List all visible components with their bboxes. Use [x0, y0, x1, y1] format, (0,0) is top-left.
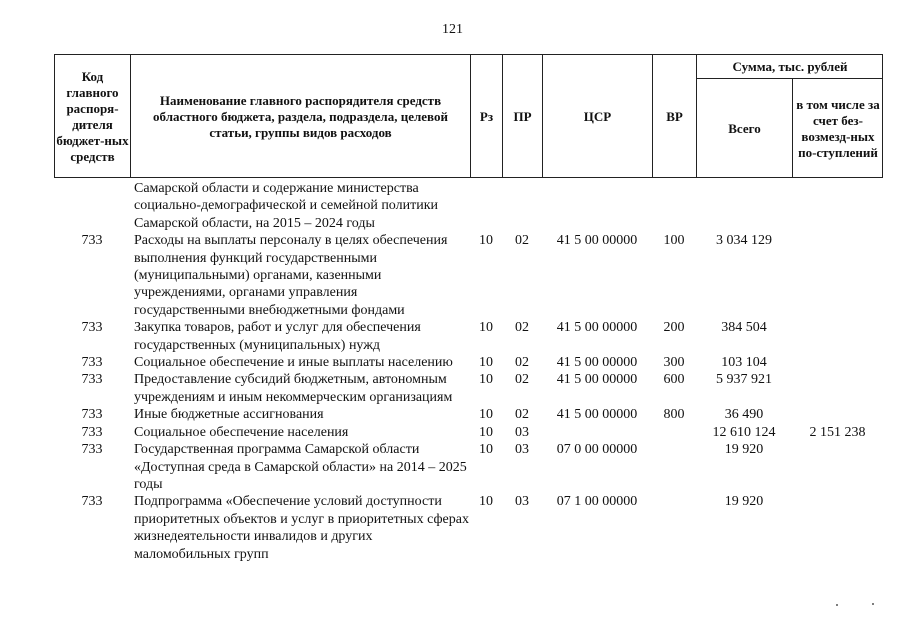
row-code: 733 — [81, 320, 103, 336]
row-rz: 10 — [479, 372, 493, 388]
table-row — [54, 424, 883, 441]
row-vr: 300 — [663, 355, 685, 371]
row-csr: 41 5 00 00000 — [556, 320, 638, 336]
row-pr: 02 — [515, 233, 529, 249]
row-pr: 02 — [515, 320, 529, 336]
row-pr: 03 — [515, 442, 529, 458]
row-total: 3 034 129 — [716, 233, 772, 249]
row-vr: 100 — [663, 233, 685, 249]
table-row — [54, 354, 883, 371]
header-rz: Рз — [470, 54, 502, 178]
row-name: Государственная программа Самарской области «Доступная среда в Самарской области» на 2014 – 2025 годы — [134, 442, 467, 492]
row-code: 733 — [81, 424, 103, 440]
row-pr: 03 — [515, 494, 529, 510]
row-csr: 41 5 00 00000 — [556, 407, 638, 423]
row-total: 19 920 — [724, 494, 764, 510]
row-vr: 800 — [663, 407, 685, 423]
row-total: 36 490 — [724, 407, 764, 423]
scan-speck — [872, 603, 874, 605]
row-csr: 07 0 00 00000 — [556, 442, 638, 458]
row-name: Предоставление субсидий бюджетным, автономным учреждениям и иным некоммерческим организациям — [134, 372, 453, 405]
row-rz: 10 — [479, 407, 493, 423]
row-name: Расходы на выплаты персоналу в целях обеспечения выполнения функций государственными (муниципальными) органами, казенными учреждениями, органами управления государственными внебюджетными фондами — [134, 233, 448, 318]
row-name: Закупка товаров, работ и услуг для обеспечения государственных (муниципальных) нужд — [134, 320, 421, 353]
row-total: 12 610 124 — [712, 424, 776, 440]
row-rz: 10 — [479, 320, 493, 336]
table-row — [54, 232, 883, 319]
row-rz: 10 — [479, 355, 493, 371]
table-row — [54, 493, 883, 563]
row-code: 733 — [81, 442, 103, 458]
row-name: Иные бюджетные ассигнования — [134, 407, 324, 423]
header-csr: ЦСР — [542, 54, 652, 178]
table-row — [54, 441, 883, 493]
row-csr: 07 1 00 00000 — [556, 494, 638, 510]
table-row — [54, 371, 883, 406]
header-gratuitous: в том числе за счет без-возмезд-ных по-ступлений — [792, 78, 883, 178]
row-rz: 10 — [479, 494, 493, 510]
row-vr: 200 — [663, 320, 685, 336]
row-name: Социальное обеспечение населения — [134, 424, 349, 440]
row-csr: 41 5 00 00000 — [556, 233, 638, 249]
row-pr: 02 — [515, 355, 529, 371]
row-code: 733 — [81, 355, 103, 371]
row-pr: 03 — [515, 424, 529, 440]
row-total: 19 920 — [724, 442, 764, 458]
table-body — [54, 180, 883, 563]
row-pr: 02 — [515, 372, 529, 388]
row-gratuitous: 2 151 238 — [809, 424, 866, 440]
header-total: Всего — [696, 78, 792, 178]
table-row — [54, 180, 883, 232]
table-row — [54, 406, 883, 423]
table-header — [54, 54, 883, 178]
row-name: Самарской области и содержание министерства социально-демографической и семейной политики Самарской области, на 2015 – 2024 годы — [134, 181, 439, 231]
row-csr: 41 5 00 00000 — [556, 355, 638, 371]
row-total: 103 104 — [721, 355, 767, 371]
row-name: Социальное обеспечение и иные выплаты населению — [134, 355, 453, 371]
row-rz: 10 — [479, 442, 493, 458]
row-total: 384 504 — [721, 320, 767, 336]
header-name: Наименование главного распорядителя средств областного бюджета, раздела, подраздела, целевой статьи, группы видов расходов — [130, 54, 470, 178]
row-vr: 600 — [663, 372, 685, 388]
row-code: 733 — [81, 494, 103, 510]
row-code: 733 — [81, 233, 103, 249]
row-csr: 41 5 00 00000 — [556, 372, 638, 388]
row-name: Подпрограмма «Обеспечение условий доступности приоритетных объектов и услуг в приоритетных сферах жизнедеятельности инвалидов и других маломобильных групп — [134, 494, 469, 562]
header-vr: ВР — [652, 54, 696, 178]
row-code: 733 — [81, 407, 103, 423]
table-row — [54, 319, 883, 354]
scan-speck — [836, 604, 838, 606]
row-total: 5 937 921 — [716, 372, 772, 388]
row-rz: 10 — [479, 424, 493, 440]
header-pr: ПР — [502, 54, 542, 178]
page-number: 121 — [442, 22, 463, 37]
row-pr: 02 — [515, 407, 529, 423]
row-code: 733 — [81, 372, 103, 388]
row-rz: 10 — [479, 233, 493, 249]
header-sum: Сумма, тыс. рублей — [696, 54, 883, 78]
header-code: Код главного распоря-дителя бюджет-ных средств — [54, 54, 130, 178]
